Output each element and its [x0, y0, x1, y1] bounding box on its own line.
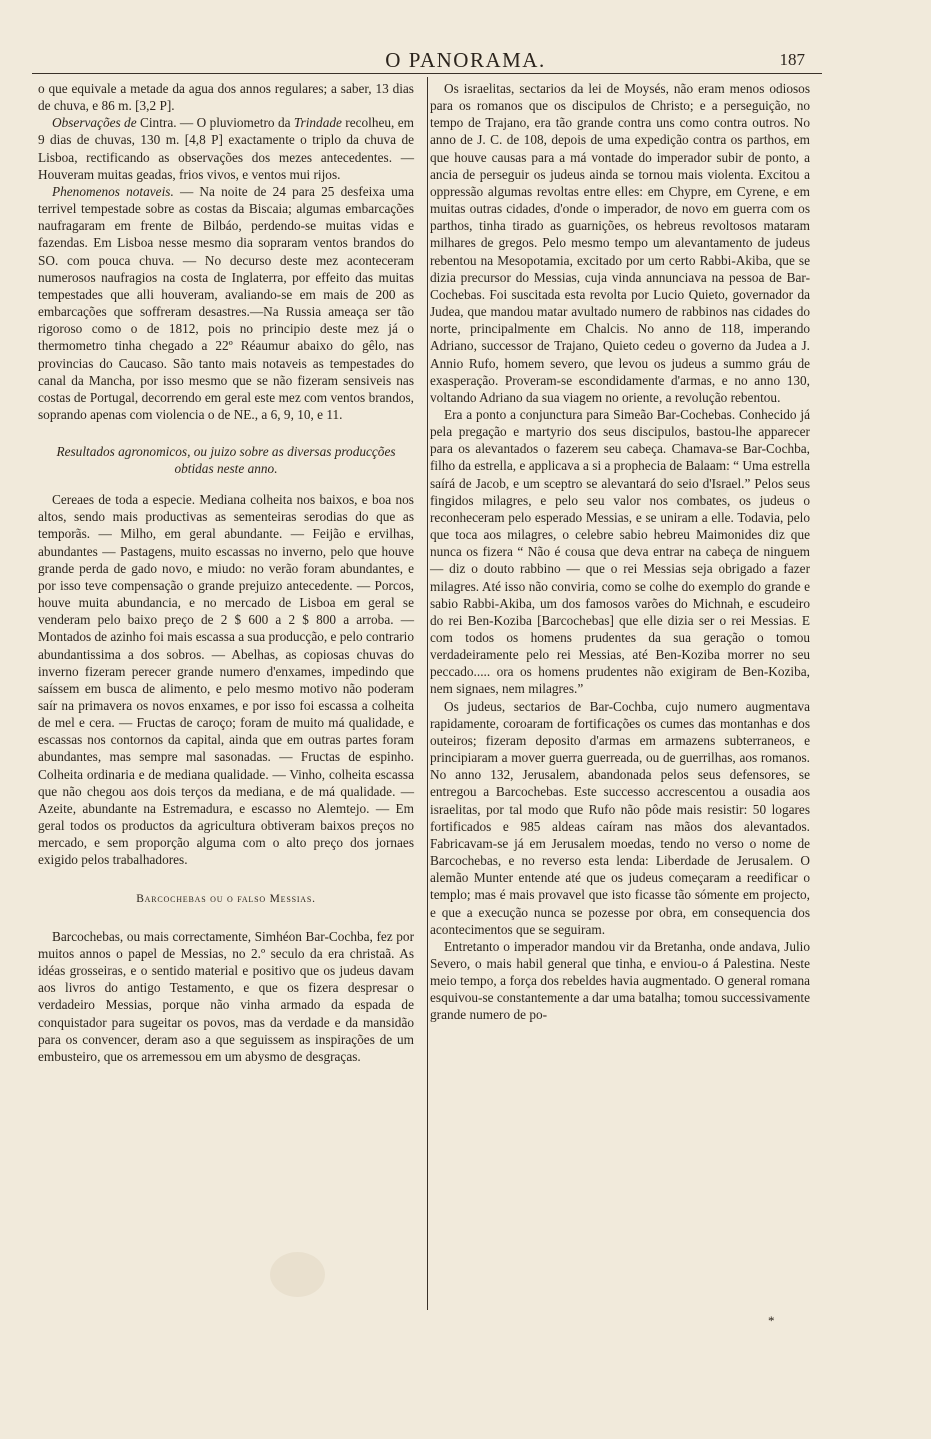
- paragraph: [38, 183, 414, 423]
- paper-stain: [270, 1252, 325, 1297]
- journal-title: O PANORAMA.: [385, 48, 546, 72]
- signature-mark: *: [768, 1313, 775, 1328]
- article-title: Barcochebas ou o falso Messias.: [136, 892, 316, 905]
- left-column: [38, 80, 414, 1065]
- paragraph: o que equivale a metade da agua dos annos regulares; a saber, 13 dias de chuva, e 86 m. [3,2 P].: [38, 81, 414, 114]
- paragraph: Entretanto o imperador mandou vir da Bretanha, onde andava, Julio Severo, o mais habil general que tinha, e enviou-o á Palestina. Neste meio tempo, a força dos rebeldes havia augmentado. O general romana esquivou-se constantemente a dar uma batalha; tomou successivamente grande numero de po-: [430, 938, 810, 1023]
- paragraph-lead: Observações de: [52, 115, 137, 131]
- paragraph-text: — Na noite de 24 para 25 desfeixa uma terrivel tempestade sobre as costas da Biscaia; algumas embarcações naufragaram em frente de Bilbáo, perdendo-se muitas vidas e fazendas. Em Lisboa nesse mesmo dia sopraram ventos brandos do SO. com pouca chuva. — No decurso deste mez aconteceram numerosos naufragios na costa de Inglaterra, por effeito das muitas tempestades que alli houveram, avaliando-se em mais de 200 as embarcações que soffreram desastres.—Na Russia ameaça ser tão rigoroso como o de 1812, pois no principio deste mez já o thermometro tinha chegado a 22º Réaumur abaixo do gêlo, nas provincias do Caucaso. São tanto mais notaveis as tempestades do canal da Mancha, por isso mesmo que se não fizeram sensiveis nas costas de Portugal, decorrendo em geral este mez com ventos brandos, soprando apenas com violencia o de NE., a 6, 9, 10, e 11.: [38, 183, 414, 422]
- paragraph: Era a ponto a conjunctura para Simeão Bar-Cochebas. Conhecido já pela pregação e martyrio dos seus discipulos, bastou-lhe apparecer para os alevantados o fazerem seu cabeça. Chamava-se Bar-Cochba, filho da estrella, e applicava a si a prophecia de Balaam: “ Uma estrella saírá de Jacob, e um sceptro se alevantará do seio d'Israel.” Pelos seus fingidos milagres, e pelo seu valor nos combates, os judeus o reconheceram pelo esperado Messias, e se uniram a elle. Todavia, pelo que toca aos milagres, o celebre sabio hebreu Maimonides diz que nunca os fizera “ Não é cousa que deva entrar na cabeça de ninguem — diz o douto rabbino — que o rei Messias seja obrigado a fazer milagres. Até isso não conviria, como se colhe do exemplo do grande e sabio Rabbi-Akiba, um dos famosos varões do Michnah, e escudeiro do rei Ben-Koziba [Barcochebas] que elle dizia ser o rei Messias. E com todos os homens prudentes da sua geração o tomou verdadeiramente pelo rei Messias, até Ben-Koziba morrer no seu peccado..... ora os homens prudentes não exigiram de Ben-Koziba, nem signaes, nem milagres.”: [430, 406, 810, 697]
- paragraph: Barcochebas, ou mais correctamente, Simhéon Bar-Cochba, fez por muitos annos o papel de Messias, no 2.º seculo da era christaã. As idéas grosseiras, e o sentido material e positivo que os judeus davam aos livros do antigo Testamento, e que os fizera despresar o verdadeiro Messias, porque não vinha armado da espada de conquistador para sugeitar os povos, mas da verdade e da mansidão para os convencer, deram aso a que seguissem as inspirações de um embusteiro, que os arremessou em um abysmo de desgraças.: [38, 928, 414, 1064]
- paragraph-lead: Trindade: [293, 115, 342, 131]
- paragraph: Os judeus, sectarios de Bar-Cochba, cujo numero augmentava rapidamente, coroaram de fortificações os cumes das montanhas e dos outeiros; fizeram deposito d'armas em armazens subterraneos, e principiaram a mover guerra guerreada, ou de guerrilhas, aos romanos. No anno 132, Jerusalem, abandonada pelos seus defensores, se entregou a Barcochebas. Este successo accrescentou a ousadia aos israelitas, por tal modo que Rufo não pôde mais resistir: 50 logares fortificados e 985 aldeas caíram nas mãos dos alevantados. Fabricavam-se já em Jerusalem moedas, tendo no verso o nome de Barcochebas, e no reverso esta lenda: Liberdade de Jerusalem. O alemão Munter entende até que os judeus começaram a reedificar o templo; mas é mais provavel que isto ficasse tão sómente em projecto, e que a execução nunca se pozesse por obra, em consequencia dos acontecimentos que se seguiram.: [430, 698, 810, 937]
- page-header: [0, 44, 931, 74]
- right-column: [430, 80, 810, 1024]
- paragraph: Cereaes de toda a especie. Mediana colheita nos baixos, e boa nos altos, sendo mais productivas as sementeiras serodias do que as temporãs. — Milho, em geral abundante. — Feijão e ervilhas, abundantes — Pastagens, muito escassas no inverno, pelo que houve grande perda de gado novo, e miudo: no verão foram abundantes, e por isso teve compensação o grande prejuizo antecedente. — Porcos, houve muita abundancia, e no mercado de Lisboa em geral se venderam pelo baixo preço de 2 $ 600 a 2 $ 800 a arroba. — Montados de azinho foi mais escassa a sua producção, e pelo contrario abundantissima a dos sobros. — Abelhas, as copiosas chuvas do inverno fizeram perecer grande numero d'enxames, impedindo que saíssem em busca de alimento, e pelo mesmo motivo não poderam saír na primavera os novos enxames, e por isso foi escassa a colheita de mel e cera. — Fructas de caroço; foram de muito má qualidade, e escassas nos contornos da capital, ainda que em outras partes foram abundantes, mas sempre mal sasonadas. — Fructas de espinho. Colheita ordinaria e de mediana qualidade. — Vinho, colheita escassa que não chegou aos dois terços da mediana, e de má qualidade. — Azeite, abundante na Estremadura, e escasso no Alemtejo. — Em geral todos os productos da agricultura obtiveram baixos preços no mercado, e sem proporção alguma com o alto preço dos jornaes exigido pelos trabalhadores.: [38, 492, 414, 868]
- paragraph-text: recolheu, em 9 dias de chuvas, 130 m. [4,8 P] exactamente o triplo da chuva de Lisboa, rectificando as observações dos mezes antecedentes. — Houveram muitas geadas, frios vivos, e ventos mui rijos.: [38, 115, 414, 182]
- paragraph-text: Cintra. — O pluviometro da: [136, 115, 294, 131]
- paragraph: Os israelitas, sectarios da lei de Moysés, não eram menos odiosos para os romanos que os discipulos de Christo; e a perseguição, no tempo de Trajano, era tão grande contra uns como contra outros. No anno de J. C. de 108, depois de uma expedição contra os parthos, em que houve causas para a má vontade do imperador subir de ponto, a ancia de perseguir os judeus ainda se tornou mais violenta. Excitou a oppressão algumas revoltas entre elles: em Chypre, em Cyrene, e em muitas outras cidades, d'onde o imperador, de novo em guerra com os parthos, tinha tirado as guarnições, os hebreus revoltosos mataram milhares de gregos. Pelo mesmo tempo um alevantamento de judeus rebentou na Mesopotamia, excitado por um certo Rabbi-Akiba, que se dizia precursor do Messias, cuja vinda annunciava na pessoa de Bar-Cochebas. Foi suscitada esta revolta por Lucio Quieto, governador da Judea, que mandou matar avultado numero de rabbinos nas cidades do norte, principalmente em Chalcis. No anno de 118, imperando Adriano, successor de Trajano, Quieto cedeu o governo da Judea a J. Annio Rufo, homem severo, que levou os judeus a summo gráu de exasperação. Proveram-se escondidamente d'armas, e no anno 130, voltando Adriano da sua viagem no oriente, a revolução rebentou.: [430, 81, 810, 405]
- column-divider: [427, 77, 428, 1310]
- paragraph-lead: Phenomenos notaveis.: [52, 183, 174, 199]
- header-rule: [32, 73, 822, 74]
- section-subheading: Resultados agronomicos, ou juizo sobre as diversas producções obtidas neste anno.: [56, 444, 396, 477]
- paragraph: [38, 114, 414, 183]
- page-number: 187: [779, 50, 805, 69]
